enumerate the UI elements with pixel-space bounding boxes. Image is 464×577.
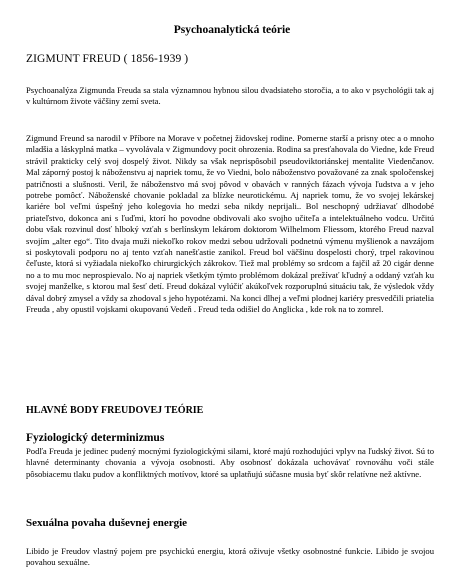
main-heading: HLAVNÉ BODY FREUDOVEJ TEÓRIE xyxy=(26,405,204,416)
section-heading-determinism: Fyziologický determinizmus xyxy=(26,432,165,444)
libido-paragraph: Libido je Freudov vlastný pojem pre psychickú energiu, ktorá oživuje všetky osobnostné funkcie. Libido je svojou povahou sexuálne. xyxy=(26,546,434,568)
document-title: Psychoanalytická teórie xyxy=(173,24,291,36)
determinism-paragraph: Podľa Freuda je jedinec pudený mocnými fyziologickými silami, ktoré majú rozhodujúci vplyv na ľudský život. Sú to hlavné determinanty chovania a vývoja osobnosti. Aby osobnosť dokázala uchovávať rovnováhu voči stále pôsobiacemu tlaku pudov a konfliktných motívov, ktoré sa uplatňujú súčasne musia byť skôr relatívne než aktívne. xyxy=(26,446,434,479)
author-heading: ZIGMUNT FREUD ( 1856-1939 ) xyxy=(26,53,189,65)
biography-paragraph: Zigmund Freund sa narodil v Příbore na Morave v početnej židovskej rodine. Pomerne starší a prisny otec a o mnoho mladšia a láskyplná matka – vyvolávala v Zigmundovy pocit ohrozenia. Rodina sa presťahovala do Viedne, kde Freud strávil prakticky celý svoj dospelý život. Nikdy sa však neprispôsobil pseudoviktoriánskej mentalite Viedenčanov. Mal záporný postoj k náboženstvu aj napriek tomu, že vo Viedni, bolo náboženstvo považované za znak spoločenskej patričnosti a slušnosti. Veril, že náboženstvo má svoj pôvod v obavách v ranných fázach vývoja ľudstva a v jeho potrebe pomôcť. Náboženské chovanie pokladal za blízke neurotickému. Aj napriek tomu, že vo svojej lekárskej kariére bol veľmi úspešný jeho kolegovia ho medzi seba nikdy neprijali.. Bol neschopný udržiavať dlhodobé priateľstvo, dokonca ani s ľuďmi, ktorí ho povodne obdivovali ako svojho učiteľa a intelektuálneho vodcu. Určitú dobu však rozvinul dosť hlboký vzťah s berlínskym lekárom doktorom Wilhelmom Fliessom, ktorého Freud nazval svojím „alter ego“. Tito dvaja muži niekoľko rokov medzi sebou udržovali podnetnú výmenu myšlienok a navzájom si poskytovali podporu no aj tento vzťah nanešťastie zanikol. Freud bol väčšinu dospelosti chorý, trpel rakovinou čeľuste, ktorá si vyžiadala niekoľko chirurgických zákrokov. Tiež mal problémy so srdcom a fajčil až 20 cigár denne no a to mu moc neprospievalo. No aj napriek všetkým týmto problémom dokázal prežívať kľudný a oddaný vzťah ku svojej manželke, s ktorou mal šesť detí. Freud dokázal vylúčiť akúkoľvek rozporuplnú situáciu tak, že výsledok vždy dával dobrý zmysel a vždy sa zhodoval s jeho hypotézami. Na konci dlhej a veľmi plodnej kariéry presvedčili priatelia Freuda , aby opustil vojskami okupovanú Vedeň . Freud teda odišiel do Anglicka , kde rok na to zomrel. xyxy=(26,133,434,315)
section-heading-libido: Sexuálna povaha duševnej energie xyxy=(26,517,188,529)
intro-paragraph: Psychoanalýza Zigmunda Freuda sa stala významnou hybnou silou dvadsiateho storočia, a to ako v psychológii tak aj v kultúrnom živote väčšiny zemí sveta. xyxy=(26,85,434,107)
